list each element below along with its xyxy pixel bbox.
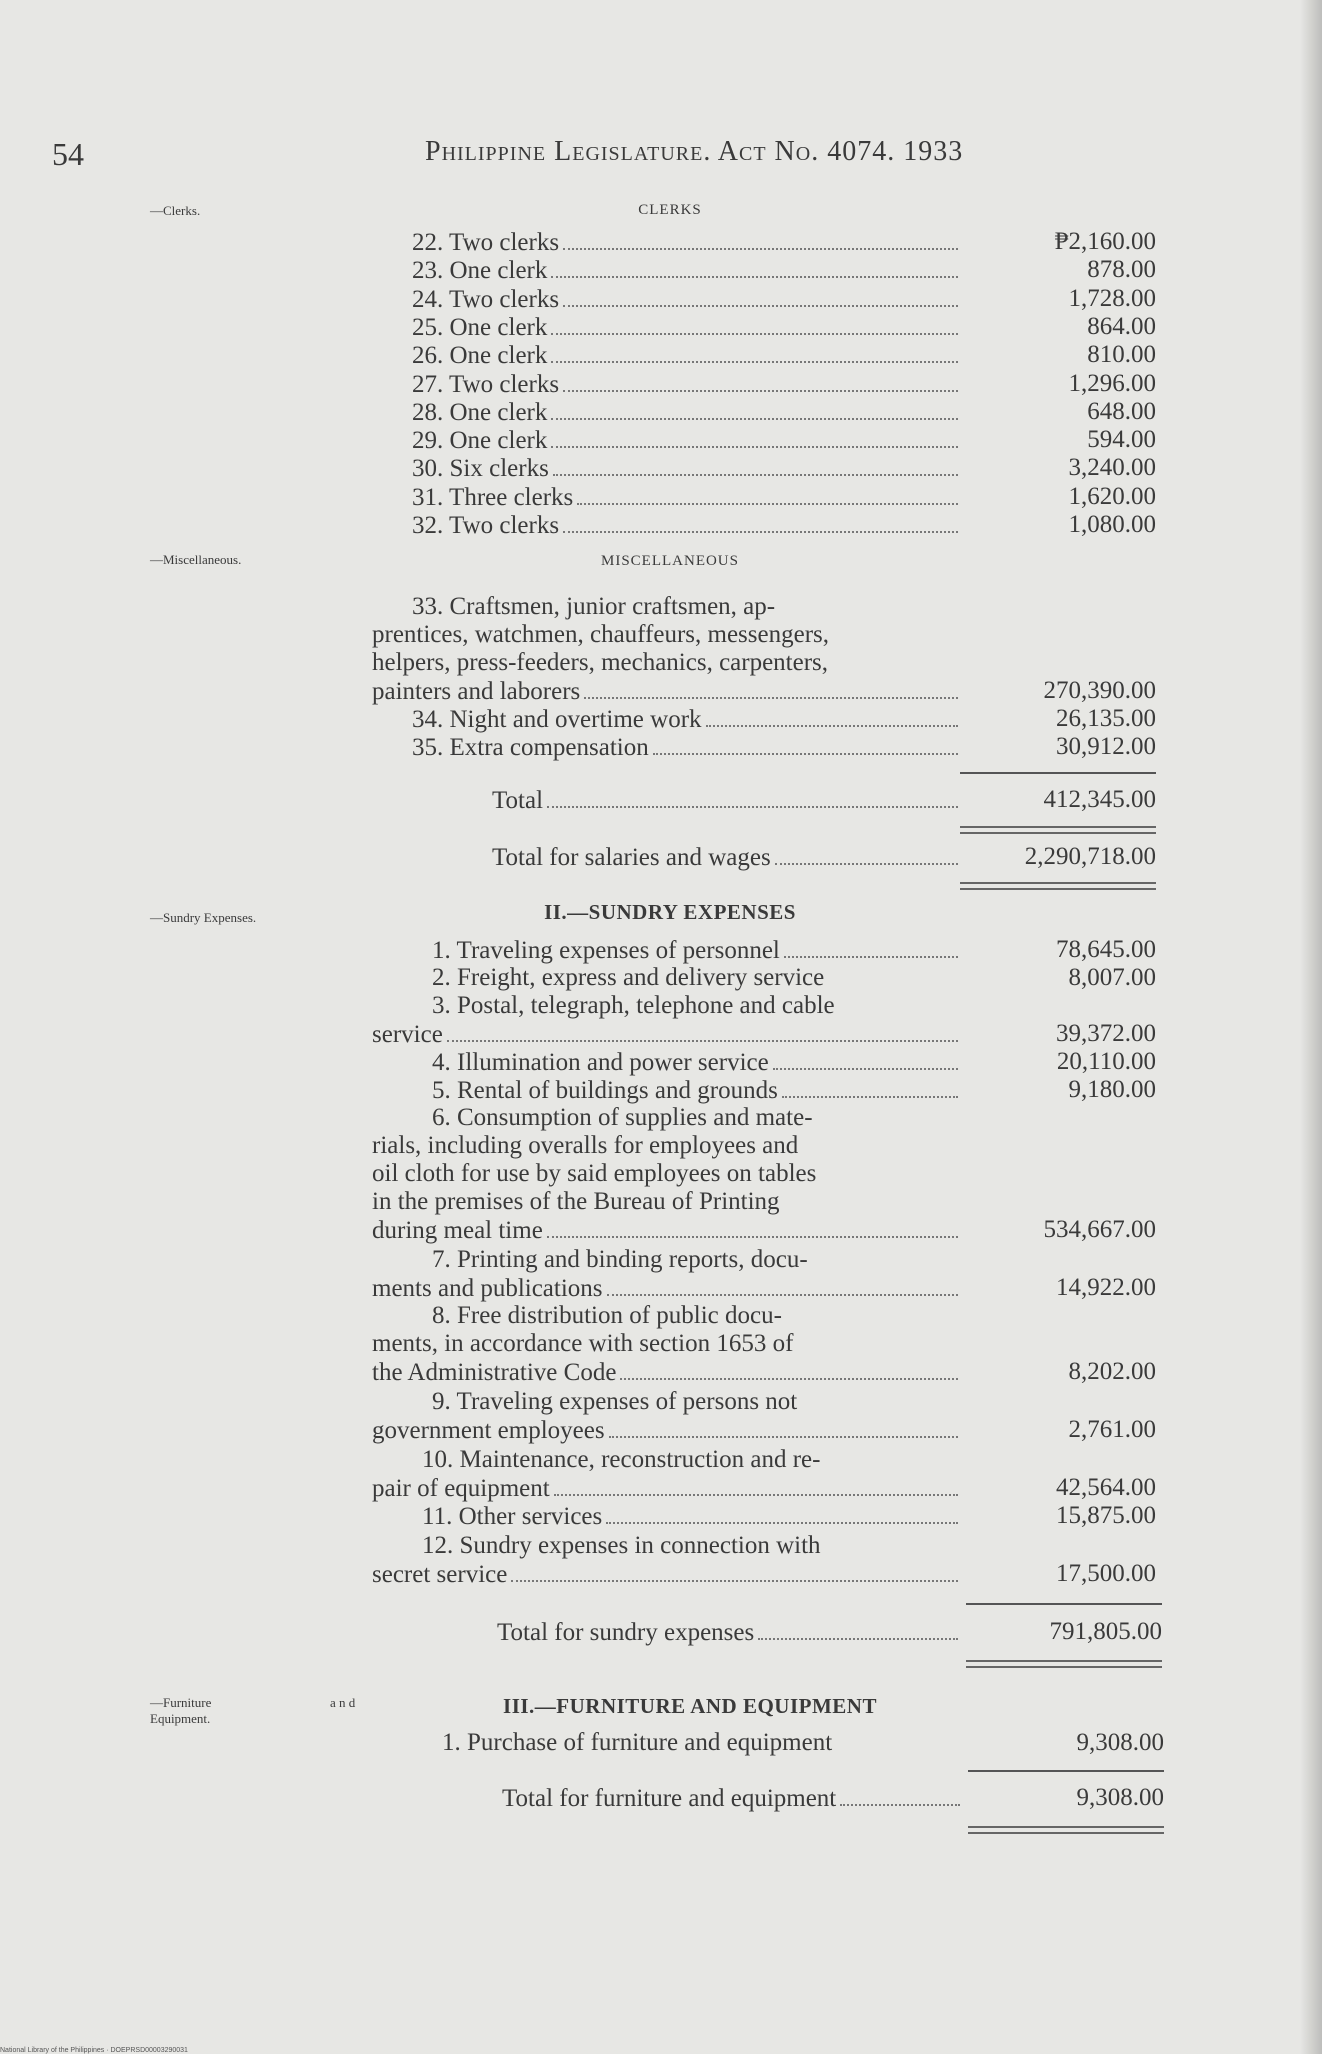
misc-total: Total [492, 786, 962, 814]
sundry-item-6-line-1: 6. Consumption of supplies and mate- [432, 1104, 813, 1131]
sundry-item-7-line-2: ments and publications [372, 1274, 962, 1302]
sundry-item-4: 4. Illumination and power service [432, 1048, 962, 1076]
clerk-item-amount: 3,240.00 [1068, 454, 1156, 481]
clerk-item: 32. Two clerks [412, 511, 962, 539]
sundry-item-9-line-1: 9. Traveling expenses of persons not [432, 1388, 798, 1415]
sundry-item-1: 1. Traveling expenses of personnel [432, 936, 962, 964]
clerk-item: 26. One clerk [412, 341, 962, 369]
clerk-item: 23. One clerk [412, 256, 962, 284]
section-heading-miscellaneous: MISCELLANEOUS [600, 553, 739, 569]
leader-dots [547, 1216, 958, 1238]
sundry-item-7-line-1: 7. Printing and binding reports, docu- [432, 1246, 808, 1273]
sundry-item-2: 2. Freight, express and delivery service [432, 964, 825, 991]
clerk-item: 25. One clerk [412, 313, 962, 341]
misc-item-34-amount: 26,135.00 [1056, 705, 1156, 732]
leader-dots [775, 843, 958, 865]
subtotal-rule [960, 772, 1156, 774]
clerk-item-amount: 878.00 [1087, 256, 1156, 283]
section-heading-sundry: II.—SUNDRY EXPENSES [544, 900, 796, 924]
page-header [0, 136, 1322, 176]
leader-dots [511, 1560, 958, 1582]
salaries-total-amount: 2,290,718.00 [1024, 843, 1156, 870]
leader-dots [784, 936, 958, 958]
leader-dots [758, 1618, 958, 1640]
subtotal-rule [968, 1770, 1164, 1772]
clerk-item: 24. Two clerks [412, 285, 962, 313]
clerk-item: 31. Three clerks [412, 483, 962, 511]
leader-dots [447, 1020, 958, 1042]
sundry-item-10-amount: 42,564.00 [1056, 1474, 1156, 1501]
clerk-item-amount: 1,296.00 [1068, 370, 1156, 397]
clerk-item-amount: 1,728.00 [1068, 285, 1156, 312]
misc-item-33-line-2: prentices, watchmen, chauffeurs, messengers, [372, 621, 830, 648]
clerk-item: 30. Six clerks [412, 454, 962, 482]
leader-dots [609, 1416, 958, 1438]
leader-dots [584, 677, 958, 699]
leader-dots [706, 705, 958, 727]
sundry-item-5: 5. Rental of buildings and grounds [432, 1076, 962, 1104]
section-heading-furniture: III.—FURNITURE AND EQUIPMENT [503, 1694, 877, 1718]
leader-dots [563, 285, 958, 307]
leader-dots [551, 256, 958, 278]
margin-note-furniture: —Furniture [150, 1695, 212, 1710]
clerk-item-amount: 864.00 [1087, 313, 1156, 340]
leader-dots [840, 1784, 960, 1806]
sundry-item-6-line-3: oil cloth for use by said employees on tables [372, 1160, 817, 1187]
leader-dots [577, 483, 958, 505]
sundry-item-12-line-2: secret service [372, 1560, 962, 1588]
leader-dots [773, 1048, 958, 1070]
sundry-item-3-line-1: 3. Postal, telegraph, telephone and cable [432, 992, 835, 1019]
sundry-item-2-amount: 8,007.00 [1068, 964, 1156, 991]
clerk-item: 22. Two clerks [412, 228, 962, 256]
sundry-item-10-line-2: pair of equipment [372, 1474, 962, 1502]
leader-dots [551, 398, 958, 420]
misc-item-33-line-4: painters and laborers [372, 677, 962, 705]
furniture-total-amount: 9,308.00 [1076, 1784, 1164, 1811]
sundry-item-6-line-2: rials, including overalls for employees and [372, 1132, 799, 1159]
running-head: Philippine Legislature. Act No. 4074. 1933 [425, 136, 964, 167]
sundry-item-9-line-2: government employees [372, 1416, 962, 1444]
sundry-item-8-amount: 8,202.00 [1068, 1358, 1156, 1385]
furniture-total: Total for furniture and equipment [502, 1784, 964, 1812]
leader-dots [606, 1502, 958, 1524]
leader-dots [782, 1076, 958, 1098]
leader-dots [653, 733, 958, 755]
subtotal-rule [966, 1603, 1162, 1605]
sundry-item-8-line-1: 8. Free distribution of public docu- [432, 1302, 782, 1329]
leader-dots [551, 426, 958, 448]
sundry-item-8-line-3: the Administrative Code [372, 1358, 962, 1386]
section-heading-clerks: CLERKS [638, 202, 702, 218]
sundry-item-9-amount: 2,761.00 [1068, 1416, 1156, 1443]
leader-dots [551, 341, 958, 363]
leader-dots [547, 786, 958, 808]
sundry-item-6-amount: 534,667.00 [1043, 1216, 1156, 1243]
sundry-item-11-amount: 15,875.00 [1056, 1502, 1156, 1529]
margin-note-clerks: —Clerks. [150, 203, 201, 218]
sundry-item-6-line-4: in the premises of the Bureau of Printing [372, 1188, 780, 1215]
double-rule [960, 882, 1156, 890]
clerk-item-amount: 594.00 [1087, 426, 1156, 453]
leader-dots [563, 511, 958, 533]
clerk-item-amount: 810.00 [1087, 341, 1156, 368]
page-edge-shadow [1300, 0, 1322, 2054]
leader-dots [551, 313, 958, 335]
margin-note-furniture-and: a n d [330, 1695, 356, 1710]
page-number: 54 [52, 136, 84, 172]
salaries-total: Total for salaries and wages [492, 843, 962, 871]
clerk-item: 28. One clerk [412, 398, 962, 426]
scan-footer: National Library of the Philippines · DOEPRSD00003290031 [0, 2047, 188, 2054]
leader-dots [553, 454, 958, 476]
leader-dots [554, 1474, 958, 1496]
misc-item-35-amount: 30,912.00 [1056, 733, 1156, 760]
margin-note-equipment: Equipment. [150, 1711, 211, 1726]
misc-item-33-line-3: helpers, press-feeders, mechanics, carpenters, [372, 649, 829, 676]
sundry-item-7-amount: 14,922.00 [1056, 1274, 1156, 1301]
clerk-item-amount: 1,080.00 [1068, 511, 1156, 538]
leader-dots [607, 1274, 958, 1296]
sundry-item-11: 11. Other services [422, 1502, 962, 1530]
leader-dots [620, 1358, 958, 1380]
sundry-item-3-line-2: service [372, 1020, 962, 1048]
sundry-total: Total for sundry expenses [497, 1618, 962, 1646]
sundry-total-amount: 791,805.00 [1049, 1618, 1162, 1645]
sundry-item-6-line-5: during meal time [372, 1216, 962, 1244]
misc-total-amount: 412,345.00 [1043, 786, 1156, 813]
leader-dots [563, 370, 958, 392]
sundry-item-1-amount: 78,645.00 [1056, 936, 1156, 963]
clerk-item-amount: ₱2,160.00 [1054, 228, 1156, 255]
clerk-item-amount: 1,620.00 [1068, 483, 1156, 510]
clerk-item: 27. Two clerks [412, 370, 962, 398]
misc-item-33-line-1: 33. Craftsmen, junior craftsmen, ap- [412, 593, 776, 620]
sundry-item-3-amount: 39,372.00 [1056, 1020, 1156, 1047]
furniture-item-1-amount: 9,308.00 [1076, 1729, 1164, 1756]
double-rule [960, 826, 1156, 834]
sundry-item-8-line-2: ments, in accordance with section 1653 of [372, 1330, 794, 1357]
double-rule [968, 1826, 1164, 1834]
double-rule [966, 1660, 1162, 1668]
margin-note-miscellaneous: —Miscellaneous. [150, 552, 242, 567]
furniture-item-1: 1. Purchase of furniture and equipment [442, 1729, 833, 1756]
sundry-item-12-line-1: 12. Sundry expenses in connection with [422, 1532, 821, 1559]
sundry-item-5-amount: 9,180.00 [1068, 1076, 1156, 1103]
misc-item-33-amount: 270,390.00 [1043, 677, 1156, 704]
margin-note-sundry: —Sundry Expenses. [150, 910, 257, 925]
sundry-item-4-amount: 20,110.00 [1056, 1048, 1156, 1075]
clerk-item: 29. One clerk [412, 426, 962, 454]
sundry-item-10-line-1: 10. Maintenance, reconstruction and re- [422, 1446, 821, 1473]
leader-dots [563, 228, 958, 250]
misc-item-35: 35. Extra compensation [412, 733, 962, 761]
clerk-item-amount: 648.00 [1087, 398, 1156, 425]
misc-item-34: 34. Night and overtime work [412, 705, 962, 733]
sundry-item-12-amount: 17,500.00 [1056, 1560, 1156, 1587]
